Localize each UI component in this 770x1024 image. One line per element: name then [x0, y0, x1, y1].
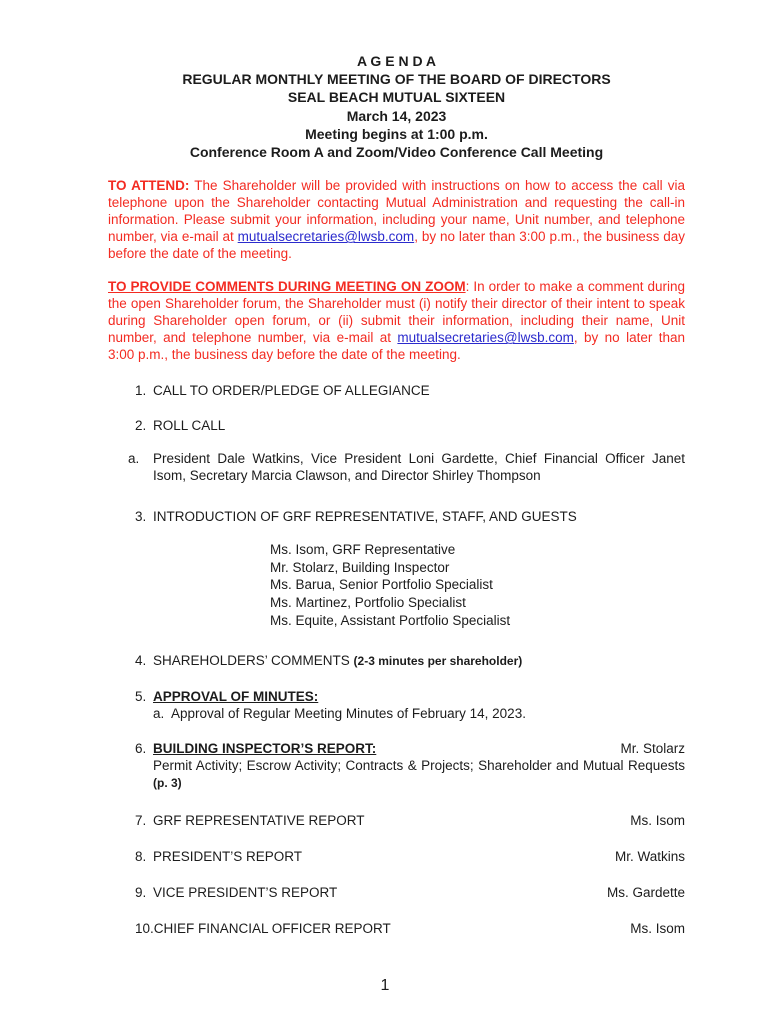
item-title: GRF REPRESENTATIVE REPORT: [153, 813, 365, 829]
document-header: [108, 52, 685, 161]
presenter-name: Mr. Watkins: [614, 849, 685, 865]
agenda-item-4: [108, 652, 685, 670]
item-number: 6.: [135, 741, 147, 757]
attendee-line: Ms. Barua, Senior Portfolio Specialist: [270, 577, 493, 593]
page-number: 1: [380, 977, 390, 994]
item-number: 7.: [135, 813, 147, 829]
item-title: SHAREHOLDERS’ COMMENTS: [153, 653, 350, 669]
notice-to-attend-text: The Shareholder will be provided with instructions on how to access the call via telephone upon the Shareholder contacting Mutual Administration and requesting the call-in information. Please submit your information, including your name, Unit number, and telephone number, via e-mail at: [108, 178, 685, 245]
email-link[interactable]: mutualsecretaries@lwsb.com: [237, 229, 415, 245]
item-number: 10.: [135, 921, 154, 937]
item-title: BUILDING INSPECTOR’S REPORT:: [153, 741, 377, 757]
notice-zoom-comments: [108, 278, 685, 363]
report-page-reference: (p. 3): [153, 776, 182, 791]
meeting-title: REGULAR MONTHLY MEETING OF THE BOARD OF DIRECTORS: [182, 71, 611, 88]
agenda-item-2-sub-a: [128, 450, 685, 484]
notice-zoom-comments-text-after: , by no later than 3:00 p.m., the business day before the date of the meeting.: [108, 330, 685, 363]
notice-to-attend-text-after: , by no later than 3:00 p.m., the business day before the date of the meeting.: [108, 229, 685, 262]
item-number: 8.: [135, 849, 147, 865]
roll-call-names: President Dale Watkins, Vice President Loni Gardette, Chief Financial Officer Janet Isom, Secretary Marcia Clawson, and Director Shirley Thompson: [153, 451, 685, 484]
agenda-item-7: [108, 812, 685, 829]
report-detail-text: Permit Activity; Escrow Activity; Contracts & Projects; Shareholder and Mutual Requests: [153, 758, 685, 774]
item-title-note: (2-3 minutes per shareholder): [353, 654, 523, 669]
notice-zoom-comments-label: TO PROVIDE COMMENTS DURING MEETING ON ZOOM: [108, 279, 466, 295]
agenda-item-5: [108, 688, 685, 722]
agenda-item-8: [108, 848, 685, 865]
agenda-item-3: [108, 508, 685, 525]
item-number: 5.: [135, 689, 147, 705]
email-link[interactable]: mutualsecretaries@lwsb.com: [397, 330, 574, 346]
presenter-name: Ms. Gardette: [606, 885, 685, 901]
notice-zoom-comments-text: : In order to make a comment during the open Shareholder forum, the Shareholder must (i) notify their director of their intent to speak during Shareholder open forum, or (ii) submit their information, including their name, Unit number, and telephone number, via e-mail at: [108, 279, 685, 346]
agenda-item-1: [108, 382, 685, 399]
agenda-item-5-sub-a: [153, 705, 685, 722]
attendee-line: Mr. Stolarz, Building Inspector: [270, 559, 450, 575]
item-title: CHIEF FINANCIAL OFFICER REPORT: [153, 921, 391, 937]
attendee-line: Ms. Isom, GRF Representative: [270, 542, 456, 558]
attendee-line: Ms. Equite, Assistant Portfolio Specialist: [270, 612, 511, 628]
item-title: PRESIDENT’S REPORT: [153, 849, 303, 865]
notice-to-attend: [108, 177, 685, 262]
sub-item-letter: a.: [153, 706, 165, 722]
meeting-date: March 14, 2023: [346, 107, 447, 124]
agenda-title: A G E N D A: [356, 53, 437, 69]
document-content: [108, 52, 685, 937]
item-number: 2.: [135, 418, 147, 434]
agenda-item-10: [108, 920, 685, 937]
item-number: 1.: [135, 383, 147, 399]
attendee-line: Ms. Martinez, Portfolio Specialist: [270, 595, 466, 610]
item-title: INTRODUCTION OF GRF REPRESENTATIVE, STAFF, AND GUESTS: [153, 509, 577, 525]
presenter-name: Ms. Isom: [630, 813, 685, 829]
item-number: 9.: [135, 885, 147, 901]
sub-item-letter: a.: [128, 451, 140, 467]
meeting-location: Conference Room A and Zoom/Video Conference Call Meeting: [189, 144, 604, 161]
meeting-time: Meeting begins at 1:00 p.m.: [305, 125, 488, 142]
building-inspector-report-detail: [153, 757, 685, 792]
organization-name: SEAL BEACH MUTUAL SIXTEEN: [287, 89, 506, 106]
item-title: ROLL CALL: [153, 418, 226, 434]
minutes-approval-text: Approval of Regular Meeting Minutes of February 14, 2023.: [171, 706, 526, 722]
agenda-item-6: [108, 740, 685, 792]
item-title: VICE PRESIDENT’S REPORT: [153, 885, 338, 901]
item-number: 4.: [135, 653, 147, 669]
presenter-name: Mr. Stolarz: [620, 741, 685, 757]
agenda-item-9: [108, 884, 685, 901]
agenda-item-2: [108, 417, 685, 434]
item-title: CALL TO ORDER/PLEDGE OF ALLEGIANCE: [153, 383, 430, 399]
item-title: APPROVAL OF MINUTES:: [153, 689, 319, 705]
notice-to-attend-label: TO ATTEND:: [108, 178, 190, 194]
presenter-name: Ms. Isom: [630, 921, 685, 937]
introduction-attendee-list: [270, 541, 685, 629]
item-number: 3.: [135, 509, 147, 525]
